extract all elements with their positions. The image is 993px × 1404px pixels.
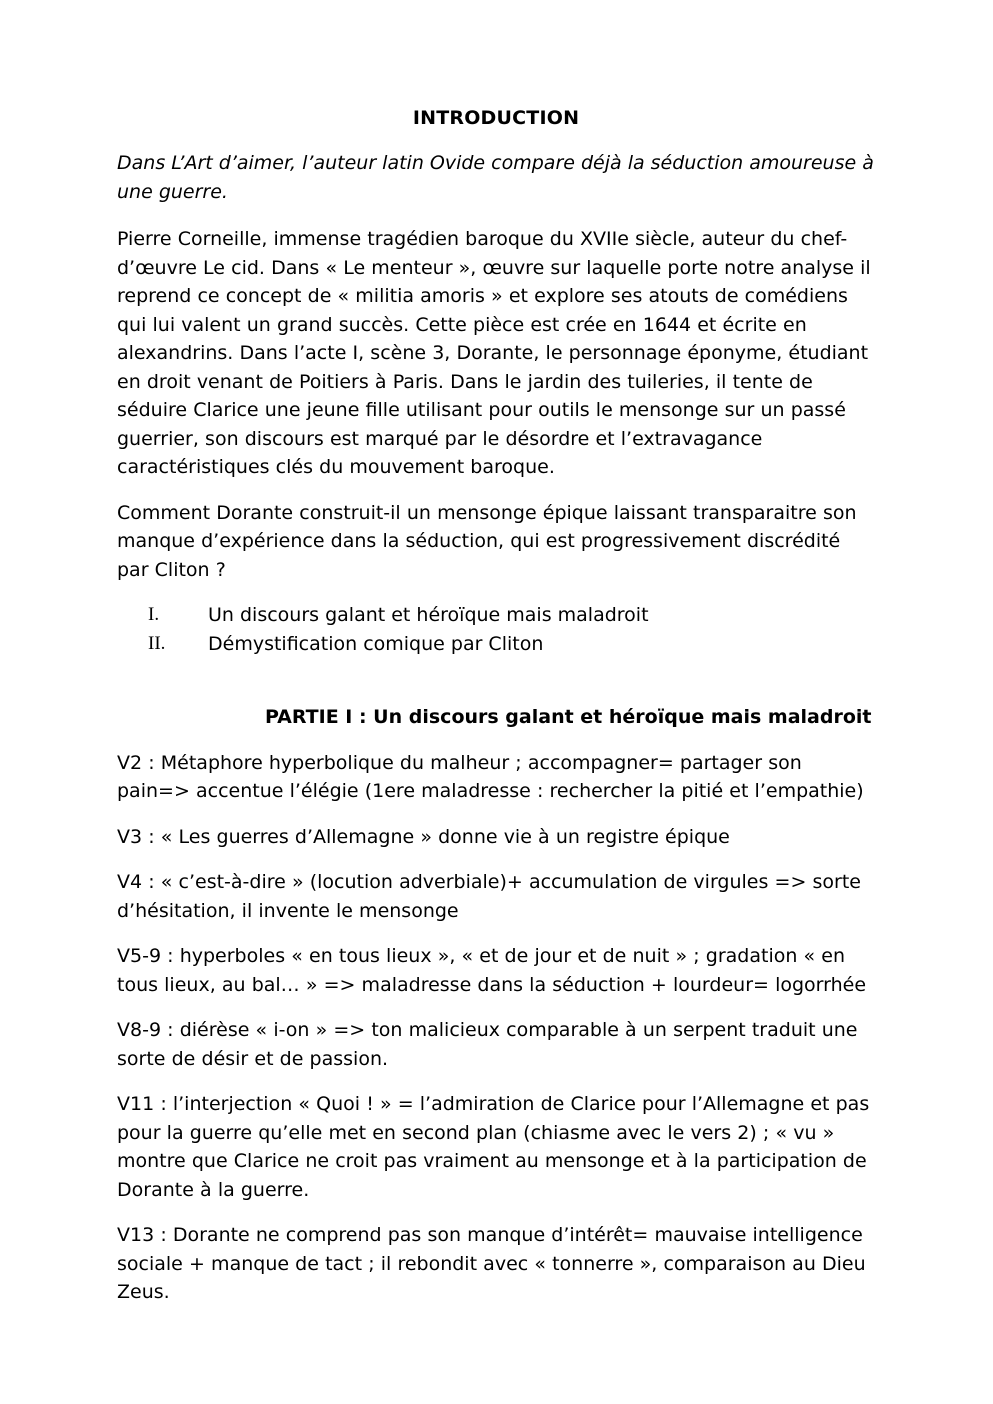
analysis-point-v11: V11 : l’interjection « Quoi ! » = l’admiration de Clarice pour l’Allemagne et pas pour la guerre qu’elle met en second plan (chiasme avec le vers 2) ; « vu » montre que Clarice ne croit pas vraiment au mensonge et à la participation de Dorante à la guerre. [117, 1093, 870, 1201]
analysis-point-v8-9: V8-9 : diérèse « i-on » => ton malicieux comparable à un serpent traduit une sorte de désir et de passion. [117, 1019, 858, 1070]
list-item-numeral: I. [148, 604, 160, 625]
page-title: INTRODUCTION [412, 107, 580, 129]
problematique-paragraph: Comment Dorante construit-il un mensonge épique laissant transparaitre son manque d’expérience dans la séduction, qui est progressivement discrédité par Cliton ? [117, 501, 857, 581]
document-body [117, 104, 875, 1324]
analysis-point-v3: V3 : « Les guerres d’Allemagne » donne vie à un registre épique [117, 825, 730, 848]
epigraph-paragraph: Dans L’Art d’aimer, l’auteur latin Ovide compare déjà la séduction amoureuse à une guerre. [117, 152, 874, 203]
introduction-paragraph: Pierre Corneille, immense tragédien baroque du XVIIe siècle, auteur du chef-d’œuvre Le cid. Dans « Le menteur », œuvre sur laquelle porte notre analyse il reprend ce concept de « militia amoris » et explore ses atouts de comédiens qui lui valent un grand succès. Cette pièce est crée en 1644 et écrite en alexandrins. Dans l’acte I, scène 3, Dorante, le personnage éponyme, étudiant en droit venant de Poitiers à Paris. Dans le jardin des tuileries, il tente de séduire Clarice une jeune fille utilisant pour outils le mensonge sur un passé guerrier, son discours est marqué par le désordre et l’extravagance caractéristiques clés du mouvement baroque. [117, 228, 871, 478]
list-item-label: Un discours galant et héroïque mais maladroit [208, 604, 649, 626]
analysis-point-v13: V13 : Dorante ne comprend pas son manque d’intérêt= mauvaise intelligence sociale + manque de tact ; il rebondit avec « tonnerre », comparaison au Dieu Zeus. [117, 1224, 866, 1303]
list-item-numeral: II. [148, 632, 166, 654]
analysis-point-v5-9: V5-9 : hyperboles « en tous lieux », « et de jour et de nuit » ; gradation « en tous lieux, au bal… » => maladresse dans la séduction + lourdeur= logorrhée [117, 945, 867, 996]
list-item-label: Démystification comique par Cliton [208, 632, 544, 655]
list-item [117, 601, 875, 630]
section-heading-partie-1: PARTIE I : Un discours galant et héroïque mais maladroit [265, 706, 872, 728]
analysis-point-v4: V4 : « c’est-à-dire » (locution adverbiale)+ accumulation de virgules => sorte d’hésitation, il invente le mensonge [117, 871, 861, 922]
plan-list [117, 601, 875, 658]
list-item [117, 630, 875, 659]
analysis-point-v2: V2 : Métaphore hyperbolique du malheur ; accompagner= partager son pain=> accentue l’élégie (1ere maladresse : rechercher la pitié et l’empathie) [117, 751, 864, 802]
